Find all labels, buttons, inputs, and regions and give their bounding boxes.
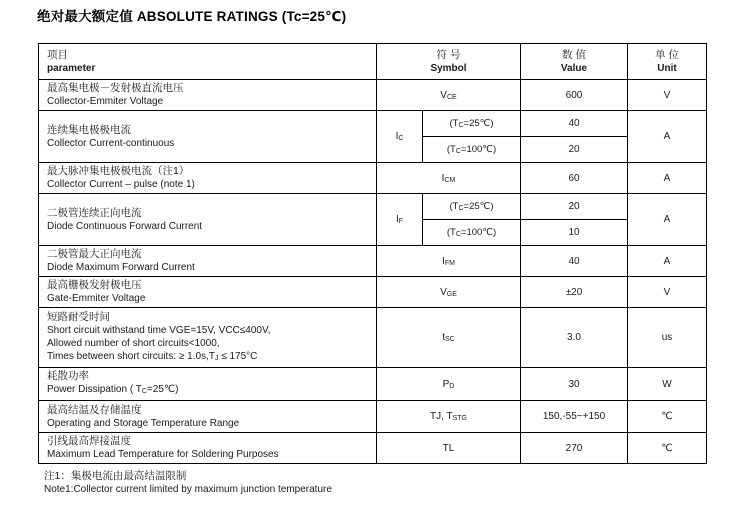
symbol-cell: IFM [377, 246, 521, 277]
col-header-value [521, 44, 628, 80]
absolute-ratings-table [38, 43, 707, 464]
unit-cell: A [628, 111, 707, 163]
value-cell: 60 [521, 163, 628, 194]
col-header-unit-zh: 单 位 [655, 48, 679, 61]
value-cell: 40 [521, 111, 628, 137]
param-cell: 最高结温及存储温度 Operating and Storage Temperature Range [39, 401, 377, 433]
col-header-parameter [39, 44, 377, 80]
unit-cell: us [628, 308, 707, 368]
param-cell: 短路耐受时间 Short circuit withstand time VGE=15V, VCC≤400V, Allowed number of short circuits<1000, Times between short circuits: ≥ 1.0s,TJ ≤ 175°C [39, 308, 377, 368]
footnote-zh: 注1：集极电流由最高结温限制 [44, 470, 187, 482]
symbol-cell: PD [377, 368, 521, 401]
row-power-dissipation [39, 368, 707, 401]
col-header-parameter-en: parameter [47, 62, 96, 74]
row-operating-storage-temperature [39, 401, 707, 433]
value-cell: 10 [521, 220, 628, 246]
row-short-circuit-withstand-time [39, 308, 707, 368]
value-cell: 20 [521, 194, 628, 220]
param-cell: 最高集电极－发射极直流电压 Collector-Emmiter Voltage [39, 80, 377, 111]
symbol-cell: IF [377, 194, 423, 246]
col-header-unit [628, 44, 707, 80]
value-cell: ±20 [521, 277, 628, 308]
row-collector-emitter-voltage [39, 80, 707, 111]
footnote-en: Note1:Collector current limited by maximum junction temperature [44, 484, 332, 495]
param-cell: 最大脉冲集电极极电流（注1） Collector Current – pulse (note 1) [39, 163, 377, 194]
col-header-symbol-en: Symbol [430, 62, 467, 74]
value-cell: 20 [521, 137, 628, 163]
param-cell: 二极管连续正向电流 Diode Continuous Forward Current [39, 194, 377, 246]
value-cell: 40 [521, 246, 628, 277]
param-cell: 引线最高焊接温度 Maximum Lead Temperature for Soldering Purposes [39, 433, 377, 464]
unit-cell: W [628, 368, 707, 401]
symbol-cell: TJ, TSTG [377, 401, 521, 433]
param-cell: 耗散功率 Power Dissipation ( TC=25℃) [39, 368, 377, 401]
col-header-unit-en: Unit [657, 62, 677, 74]
param-cell: 连续集电极极电流 Collector Current-continuous [39, 111, 377, 163]
value-cell: 3.0 [521, 308, 628, 368]
row-collector-current-pulse [39, 163, 707, 194]
unit-cell: V [628, 80, 707, 111]
symbol-cell: VGE [377, 277, 521, 308]
unit-cell: A [628, 163, 707, 194]
symbol-cell: ICM [377, 163, 521, 194]
param-cell: 二极管最大正向电流 Diode Maximum Forward Current [39, 246, 377, 277]
condition-cell: (TC=25℃) [423, 111, 521, 137]
table-header-row [39, 44, 707, 80]
row-diode-continuous-forward-current [39, 194, 707, 220]
value-cell: 270 [521, 433, 628, 464]
col-header-symbol-zh: 符 号 [436, 48, 461, 61]
row-diode-maximum-forward-current [39, 246, 707, 277]
unit-cell: V [628, 277, 707, 308]
symbol-cell: VCE [377, 80, 521, 111]
value-cell: 150,-55~+150 [521, 401, 628, 433]
value-cell: 30 [521, 368, 628, 401]
condition-cell: (TC=100℃) [423, 137, 521, 163]
row-gate-emitter-voltage [39, 277, 707, 308]
col-header-symbol [377, 44, 521, 80]
col-header-value-en: Value [560, 62, 588, 74]
param-cell: 最高栅极发射极电压 Gate-Emmiter Voltage [39, 277, 377, 308]
unit-cell: ℃ [628, 401, 707, 433]
condition-cell: (TC=100℃) [423, 220, 521, 246]
footnotes [44, 470, 332, 496]
col-header-value-zh: 数 值 [562, 48, 586, 61]
symbol-cell: IC [377, 111, 423, 163]
value-cell: 600 [521, 80, 628, 111]
col-header-parameter-zh: 项目 [47, 48, 68, 61]
condition-cell: (TC=25℃) [423, 194, 521, 220]
page-title: 绝对最大额定值 ABSOLUTE RATINGS (Tc=25℃) [37, 9, 347, 24]
row-collector-current-continuous [39, 111, 707, 137]
unit-cell: A [628, 194, 707, 246]
symbol-cell: TL [377, 433, 521, 464]
unit-cell: ℃ [628, 433, 707, 464]
unit-cell: A [628, 246, 707, 277]
symbol-cell: tSC [377, 308, 521, 368]
row-max-lead-temperature [39, 433, 707, 464]
